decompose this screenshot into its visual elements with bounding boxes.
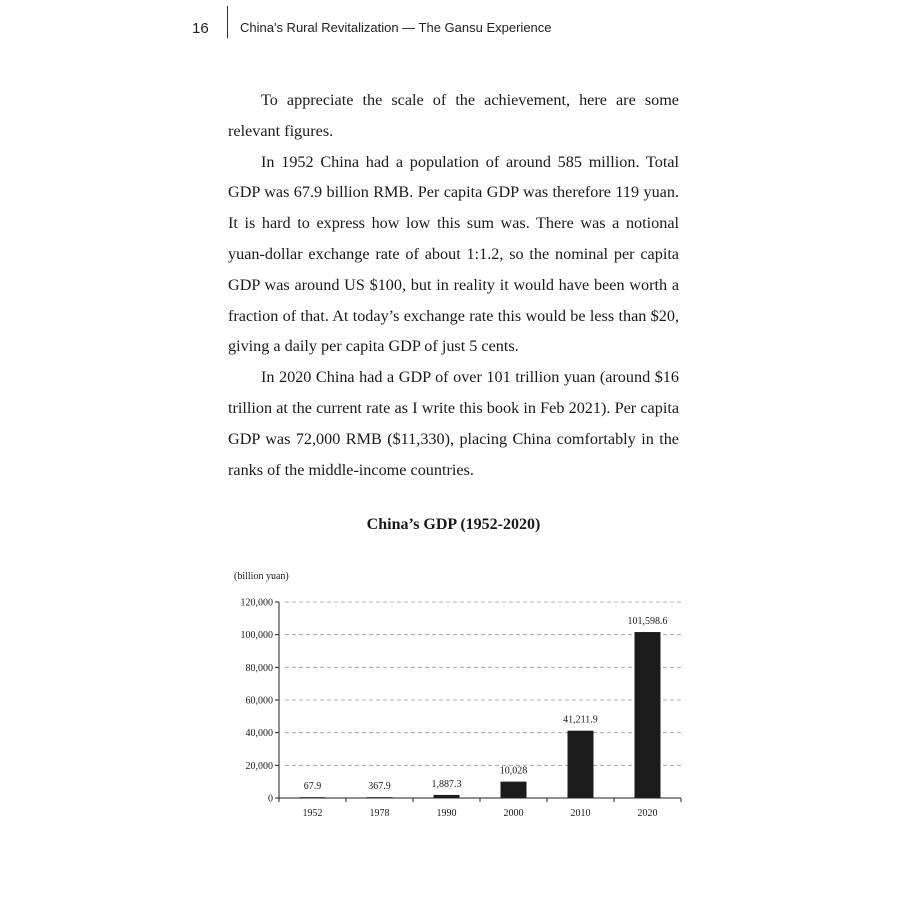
data-label: 10,028: [499, 765, 528, 777]
bar: [300, 797, 326, 798]
y-tick-label: 0: [268, 793, 273, 805]
x-tick-label: 1990: [436, 808, 457, 819]
y-axis-label: (billion yuan): [234, 571, 289, 582]
data-label: 101,598.6: [627, 616, 668, 628]
paragraph: In 2020 China had a GDP of over 101 trillion yuan (around $16 trillion at the current rate as I write this book in Feb 2021). Per capita GDP was 72,000 RMB ($11,330), placing China comfortably in the ranks of the middle-income countries.: [228, 368, 679, 479]
bar: [635, 632, 661, 798]
bar: [434, 795, 460, 798]
x-tick-label: 1978: [369, 808, 390, 819]
data-label: 41,211.9: [563, 714, 598, 726]
x-tick-label: 2010: [570, 808, 591, 819]
paragraph: In 1952 China had a population of around 585 million. Total GDP was 67.9 billion RMB. Per capita GDP was therefore 119 yuan. It is hard to express how low this sum was. There was a notional yuan-dollar exchange rate of about 1:1.2, so the nominal per capita GDP was around US $100, but in reality it would have been worth a fraction of that. At today’s exchange rate this would be less than $20, giving a daily per capita GDP of just 5 cents.: [228, 152, 679, 356]
data-label: 1,887.3: [431, 778, 462, 790]
y-tick-label: 40,000: [245, 728, 273, 740]
chart-title: China’s GDP (1952-2020): [366, 516, 541, 533]
x-tick-label: 1952: [302, 808, 323, 819]
y-tick-label: 100,000: [240, 630, 273, 642]
bar: [568, 731, 594, 798]
y-tick-label: 20,000: [245, 760, 273, 772]
x-tick-label: 2000: [503, 808, 524, 819]
data-label: 67.9: [303, 781, 322, 793]
x-tick-label: 2020: [637, 808, 658, 819]
page-number: 16: [192, 20, 209, 37]
y-tick-label: 120,000: [240, 597, 273, 609]
data-label: 367.9: [368, 781, 391, 793]
y-tick-label: 80,000: [245, 662, 273, 674]
paragraph: To appreciate the scale of the achievement, here are some relevant figures.: [228, 91, 679, 140]
y-tick-label: 60,000: [245, 695, 273, 707]
bar: [367, 797, 393, 798]
bar: [501, 782, 527, 798]
running-head: China's Rural Revitalization — The Gansu Experience: [240, 20, 552, 35]
